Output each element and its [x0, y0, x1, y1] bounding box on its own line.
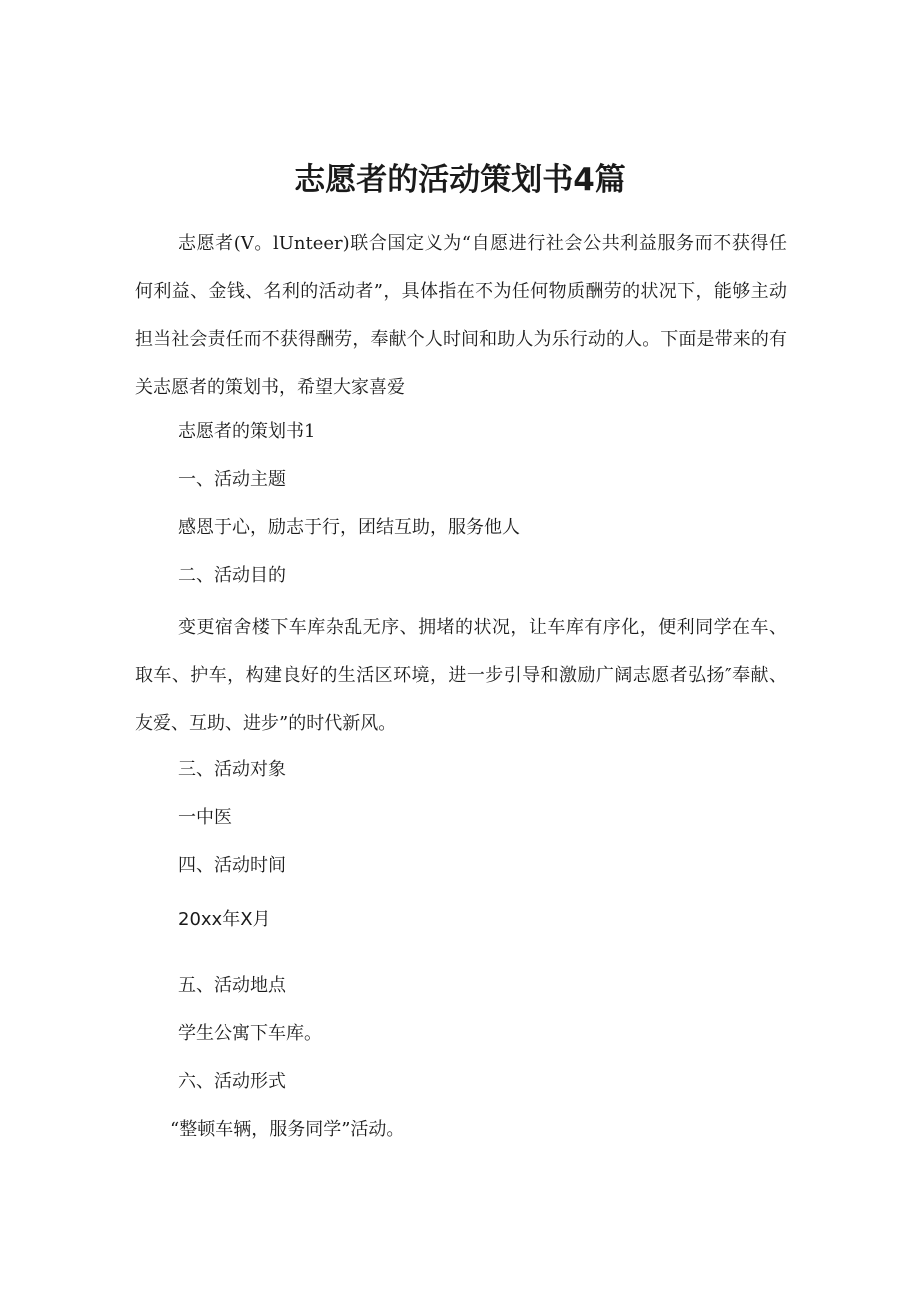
section-5-content: 学生公寓下车库。 — [178, 1023, 322, 1044]
document-title: 志愿者的活动策划书4篇 — [294, 161, 626, 198]
section-3-content: 一中医 — [178, 807, 232, 828]
section-5-heading: 五、活动地点 — [178, 975, 286, 996]
section-6-content: “整顿车辆，服务同学”活动。 — [170, 1119, 405, 1140]
section-4-content: 20xx年X月 — [178, 909, 271, 930]
section-2-content: 变更宿舍楼下车库杂乱无序、拥堵的状况，让车库有序化，便利同学在车、取车、护车，构建良好的生活区环境，进一步引导和激励广阔志愿者弘扬″奉献、友爱、互助、进步”的时代新风。 — [135, 617, 787, 734]
section-4-heading: 四、活动时间 — [178, 855, 286, 876]
section-6-heading: 六、活动形式 — [178, 1071, 286, 1092]
section-1-heading: 一、活动主题 — [178, 469, 286, 490]
intro-paragraph: 志愿者(V。lUnteer)联合国定义为“自愿进行社会公共利益服务而不获得任何利益、金钱、名利的活动者”，具体指在不为任何物质酬劳的状况下，能够主动担当社会责任而不获得酬劳，奉献个人时间和助人为乐行动的人。下面是带来的有关志愿者的策划书，希望大家喜爱 — [135, 233, 787, 398]
plan-heading: 志愿者的策划书1 — [178, 421, 316, 442]
section-2-heading: 二、活动目的 — [178, 565, 286, 586]
section-3-heading: 三、活动对象 — [178, 759, 286, 780]
section-1-content: 感恩于心，励志于行，团结互助，服务他人 — [178, 517, 520, 538]
